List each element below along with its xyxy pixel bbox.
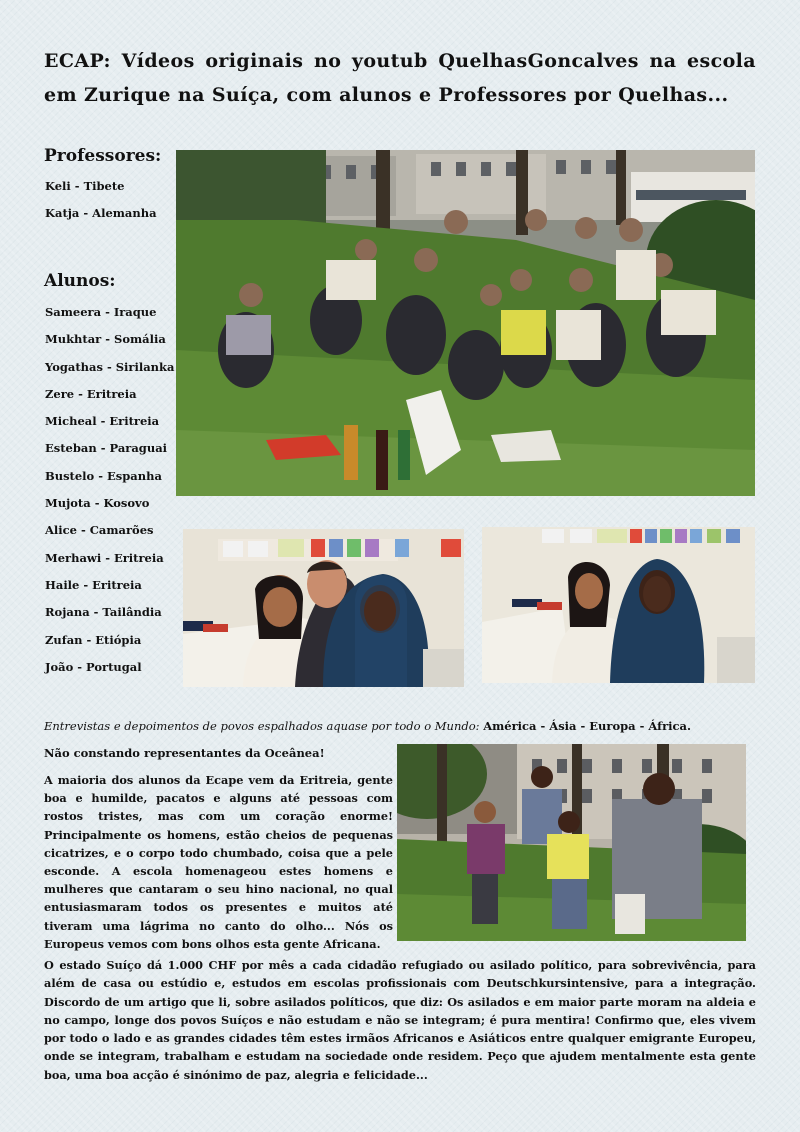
student-item: Esteban - Paraguai	[45, 441, 168, 456]
page-title: ECAP: Vídeos originais no youtub QuelhasGoncalves na escola em Zurique na Suíça, com alunos e Professores por Quelhas...	[44, 50, 756, 106]
student-item: Sameera - Iraque	[45, 305, 157, 319]
student-item: Mukhtar - Somália	[45, 332, 166, 347]
paragraph-eritrea: A maioria dos alunos da Ecape vem da Eritreia, gente boa e humilde, pacatos e alguns até pessoas com rostos tristes, mas com um coração enorme! Principalmente os homens, estão cheios de pequenas cicatrizes, e o corpo todo chumbado, coisa que a pele esconde. A escola homenageou estes homens e mulheres que cantaram o seu hino nacional, no qual entusiasmaram todos os presentes e muitos até tiveram uma lágrima no canto do olho... Nós os Europeus vemos com bons olhos esta gente Africana.	[44, 773, 393, 951]
park-photo	[397, 744, 746, 941]
student-item: Zufan - Etiópia	[45, 632, 142, 647]
paragraph-switzerland: O estado Suíço dá 1.000 CHF por mês a cada cidadão refugiado ou asilado político, para sobrevivência, para além de casa ou estúdio e, estudos em escolas profissionais com Deutschkursintensive, para a integração. Discordo de um artigo que li, sobre asilados políticos, que diz: Os asilados e em maior parte moram na aldeia e no campo, longe dos povos Suíços e não estudam e não se integram; é pura mentira! Confirmo que, eles vivem por todo o lado e as grandes cidades têm estes irmãos Africanos e Asiáticos entre qualquer emigrante Europeu, onde se integram, trabalham e estudam na sociedade onde residem. Peço que ajudem mentalmente esta gente boa, uma boa acção é sinónimo de paz, alegria e felicidade...	[44, 958, 756, 1082]
professors-list	[45, 177, 157, 232]
student-item: Rojana - Tailândia	[45, 605, 162, 620]
classroom-photo-three	[183, 529, 464, 687]
professors-heading: Professores:	[44, 146, 162, 166]
student-item: João - Portugal	[45, 659, 142, 674]
professor-item: Keli - Tibete	[45, 179, 125, 193]
student-item: Mujota - Kosovo	[45, 496, 150, 511]
student-item: Yogathas - Sirilanka	[45, 359, 175, 374]
student-item: Alice - Camarões	[45, 523, 154, 538]
student-item: Micheal - Eritreia	[45, 414, 160, 429]
students-list	[45, 303, 174, 685]
student-item: Zere - Eritreia	[45, 386, 137, 401]
students-heading: Alunos:	[44, 271, 116, 291]
student-item: Haile - Eritreia	[45, 577, 142, 592]
professor-item: Katja - Alemanha	[45, 206, 157, 221]
intro-line	[44, 717, 764, 735]
group-photo	[176, 150, 755, 496]
classroom-photo-two	[482, 527, 755, 683]
student-item: Bustelo - Espanha	[45, 468, 162, 483]
intro-lead: Entrevistas e depoimentos de povos espalhados aquase por todo o Mundo:	[44, 719, 480, 733]
student-item: Merhawi - Eritreia	[45, 550, 164, 565]
intro-regions: América - Ásia - Europa - África.	[483, 719, 691, 733]
oceania-note: Não constando representantes da Oceânea!	[44, 746, 325, 760]
